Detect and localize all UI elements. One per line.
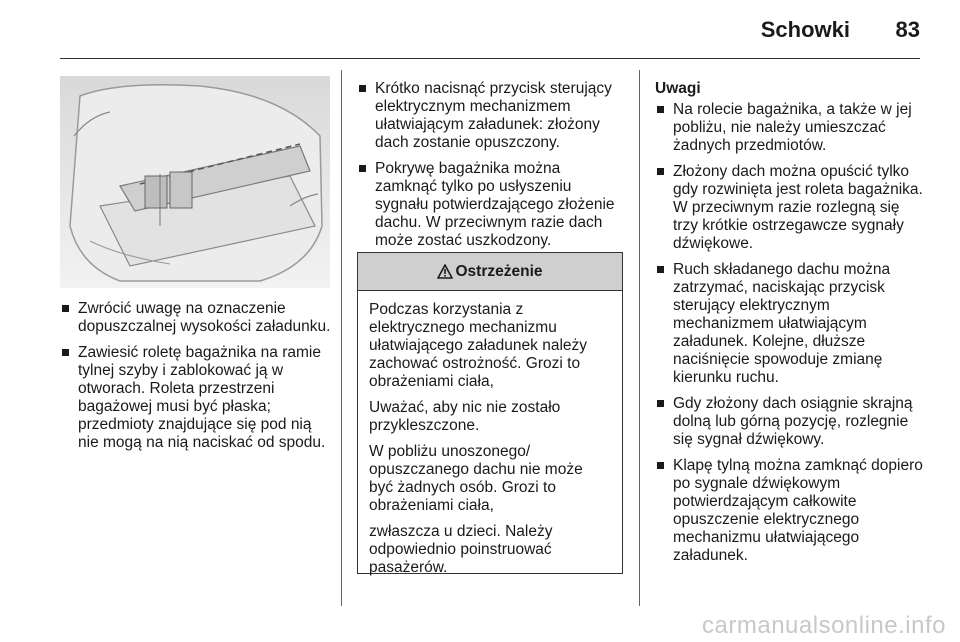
list-item: Gdy złożony dach osiągnie skrajną dolną lub górną pozycję, rozlegnie się sygnał dźwiękowy. <box>655 395 927 449</box>
notes-heading: Uwagi <box>655 80 701 97</box>
warning-paragraph: Uważać, aby nic nie zostało przykleszczone. <box>369 399 561 434</box>
list-item: Zawiesić roletę bagażnika na ramie tylnej szyby i zablokować ją w otworach. Roleta przestrzeni bagażowej musi być płaska; przedmioty znajdujące się pod nią nie mogą na nią naciskać od spodu. <box>60 344 332 452</box>
column-2 <box>357 80 625 258</box>
warning-paragraph: W pobliżu unoszonego/ opuszczanego dachu nie może być żadnych osób. Grozi to obrażeniami ciała, <box>369 443 583 514</box>
list-item: Ruch składanego dachu można zatrzymać, naciskając przycisk sterujący elektrycznym mechanizmem ułatwiającym załadunek. Kolejne, dłuższe naciśnięcie spowoduje zmianę kierunku ruchu. <box>655 261 927 387</box>
watermark: carmanualsonline.info <box>702 612 946 639</box>
instruction-list <box>60 300 332 452</box>
page-number: 83 <box>895 17 920 42</box>
warning-title: Ostrzeżenie <box>455 262 543 280</box>
list-item: Krótko nacisnąć przycisk sterujący elektrycznym mechanizmem ułatwiającym załadunek: złożony dach zostanie opuszczony. <box>357 80 625 152</box>
column-3 <box>655 80 927 573</box>
warning-body <box>358 291 622 577</box>
warning-box <box>357 252 623 574</box>
column-divider <box>639 70 640 606</box>
warning-paragraph: zwłaszcza u dzieci. Należy odpowiednio poinstruować pasażerów. <box>369 523 553 576</box>
list-item: Na rolecie bagażnika, a także w jej pobliżu, nie należy umieszczać żadnych przedmiotów. <box>655 101 927 155</box>
list-item: Pokrywę bagażnika można zamknąć tylko po usłyszeniu sygnału potwierdzającego złożenie dachu. W przeciwnym razie dach może zostać uszkodzony. <box>357 160 625 250</box>
page-header <box>0 0 960 62</box>
warning-triangle-icon <box>437 264 453 279</box>
column-divider <box>341 70 342 606</box>
notes-list <box>655 101 927 565</box>
header-rule <box>60 58 920 59</box>
list-item: Klapę tylną można zamknąć dopiero po sygnale dźwiękowym potwierdzającym całkowite opuszczenie elektrycznego mechanizmu ułatwiającego załadunek. <box>655 457 927 565</box>
warning-header <box>358 253 622 291</box>
page-title: Schowki <box>760 17 850 42</box>
warning-paragraph: Podczas korzystania z elektrycznego mechanizmu ułatwiającego załadunek należy zachować ostrożność. Grozi to obrażeniami ciała, <box>369 301 588 390</box>
instruction-list <box>357 80 625 250</box>
list-item: Złożony dach można opuścić tylko gdy rozwinięta jest roleta bagażnika. W przeciwnym razie rozlegną się trzy krótkie ostrzegawcze sygnały dźwiękowe. <box>655 163 927 253</box>
list-item: Zwrócić uwagę na oznaczenie dopuszczalnej wysokości załadunku. <box>60 300 332 336</box>
trunk-illustration <box>60 76 330 288</box>
column-1 <box>60 300 332 460</box>
